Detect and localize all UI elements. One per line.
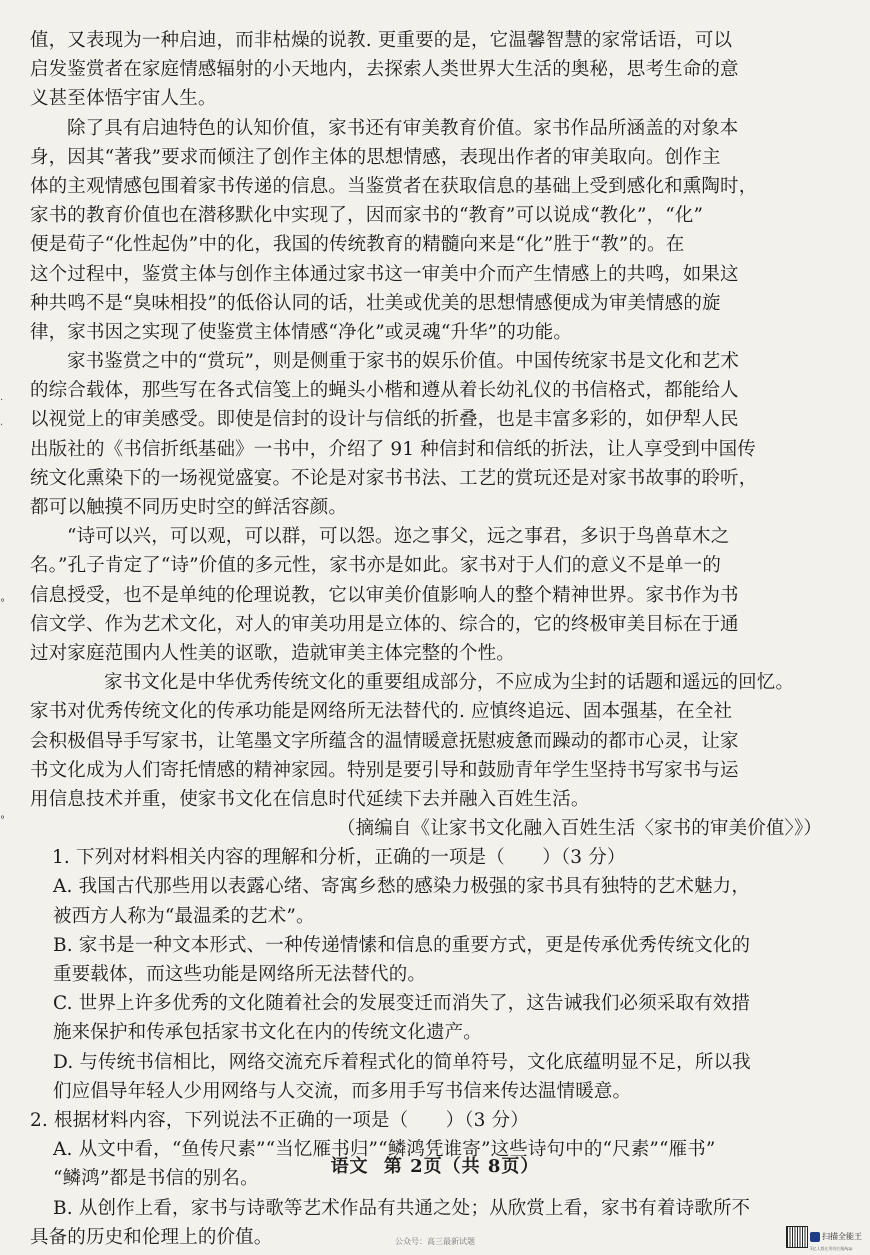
- scanner-badge: [810, 1226, 868, 1251]
- text-line: A. 从文中看，“鱼传尺素”“当忆雁书归”“鳞鸿凭谁寄”这些诗句中的“尺素”“雁书”: [53, 1139, 716, 1161]
- margin-tick: ·: [0, 420, 4, 431]
- text-line: 家书文化是中华优秀传统文化的重要组成部分，不应成为尘封的话题和遥远的回忆。: [104, 672, 795, 694]
- text-line: 会积极倡导手写家书，让笔墨文字所蕴含的温情暖意抚慰疲惫而躁动的都市心灵，让家: [30, 730, 739, 752]
- text-line: 家书鉴赏之中的“赏玩”，则是侧重于家书的娱乐价值。中国传统家书是文化和艺术: [67, 351, 739, 373]
- text-line: 施来保护和传承包括家书文化在内的传统文化遗产。: [53, 1022, 482, 1044]
- text-line: 义甚至体悟宇宙人生。: [30, 88, 217, 110]
- text-line: 以视觉上的审美感受。即使是信封的设计与信纸的折叠，也是丰富多彩的，如伊犁人民: [30, 409, 739, 431]
- text-line: 信息授受，也不是单纯的伦理说教，它以审美价值影响人的整个精神世界。家书作为书: [30, 584, 739, 606]
- text-line: D. 与传统书信相比，网络交流充斥着程式化的简单符号，文化底蕴明显不足，所以我: [53, 1051, 751, 1073]
- text-line: B. 家书是一种文本形式、一种传递情愫和信息的重要方式，更是传承优秀传统文化的: [53, 934, 751, 956]
- text-line: B. 从创作上看，家书与诗歌等艺术作品有共通之处；从欣赏上看，家书有着诗歌所不: [53, 1197, 751, 1219]
- text-line: 用信息技术并重，使家书文化在信息时代延续下去并融入百姓生活。: [30, 788, 590, 810]
- text-line: 名。”孔子肯定了“诗”价值的多元性，家书亦是如此。家书对于人们的意义不是单一的: [30, 555, 721, 577]
- text-line: 除了具有启迪特色的认知价值，家书还有审美教育价值。家书作品所涵盖的对象本: [67, 117, 739, 139]
- text-line: 出版社的《书信折纸基础》一书中，介绍了 91 种信封和信纸的折法，让人享受到中国传: [30, 438, 756, 460]
- text-line: 律，家书因之实现了使鉴赏主体情感“净化”或灵魂“升华”的功能。: [30, 321, 572, 343]
- scanner-name: 扫描全能王: [822, 1232, 862, 1241]
- text-line: 启发鉴赏者在家庭情感辐射的小天地内，去探索人类世界大生活的奥秘，思考生命的意: [30, 59, 739, 81]
- text-line: （摘编自《让家书文化融入百姓生活〈家书的审美价值〉》）: [336, 818, 822, 840]
- page-footer: [0, 1152, 870, 1178]
- qr-code-icon: [786, 1226, 808, 1248]
- article-body: [30, 26, 840, 1252]
- margin-tick: °: [0, 598, 5, 609]
- footer-page-number: 第 2页（共 8页）: [383, 1156, 540, 1177]
- text-line: “鳞鸿”都是书信的别名。: [53, 1168, 259, 1190]
- margin-tick: ·: [0, 395, 4, 406]
- text-line: 身，因其“著我”要求而倾注了创作主体的思想情感，表现出作者的审美取向。创作主: [30, 146, 721, 168]
- text-line: 家书的教育价值也在潜移默化中实现了，因而家书的“教育”可以说成“教化”，“化”: [30, 205, 704, 227]
- text-line: 便是荀子“化性起伪”中的化，我国的传统教育的精髓向来是“化”胜于“教”的。在: [30, 234, 685, 256]
- footer-subject: 语文: [330, 1156, 369, 1177]
- text-line: 1. 下列对材料相关内容的理解和分析，正确的一项是（ ）（3 分）: [52, 847, 626, 869]
- text-line: 过对家庭范围内人性美的讴歌，造就审美主体完整的个性。: [30, 642, 515, 664]
- scanner-sub: 3亿人都在用的扫描App: [810, 1246, 853, 1251]
- text-line: 值，又表现为一种启迪，而非枯燥的说教. 更重要的是，它温馨智慧的家常话语，可以: [30, 30, 733, 51]
- text-line: 具备的历史和伦理上的价值。: [30, 1226, 273, 1248]
- text-line: 都可以触摸不同历史时空的鲜活容颜。: [30, 497, 348, 518]
- text-line: 们应倡导年轻人少用网络与人交流，而多用手写书信来传达温情暖意。: [53, 1080, 632, 1102]
- text-line: C. 世界上许多优秀的文化随着社会的发展变迁而消失了，这告诫我们必须采取有效措: [53, 993, 751, 1015]
- text-line: 被西方人称为“最温柔的艺术”。: [53, 905, 315, 927]
- margin-tick: °: [0, 815, 5, 826]
- text-line: A. 我国古代那些用以表露心绪、寄寓乡愁的感染力极强的家书具有独特的艺术魅力，: [53, 876, 750, 898]
- scanner-logo-icon: [810, 1232, 820, 1242]
- text-line: 的综合载体，那些写在各式信笺上的蝇头小楷和遵从着长幼礼仪的书信格式，都能给人: [30, 380, 739, 402]
- text-line: “诗可以兴，可以观，可以群，可以怨。迩之事父，远之事君，多识于鸟兽草木之: [67, 526, 730, 548]
- text-line: 这个过程中，鉴赏主体与创作主体通过家书这一审美中介而产生情感上的共鸣，如果这: [30, 263, 739, 285]
- bottom-watermark: 公众号：高三最新试题: [395, 1237, 475, 1246]
- text-line: 统文化熏染下的一场视觉盛宴。不论是对家书书法、工艺的赏玩还是对家书故事的聆听，: [30, 467, 758, 489]
- text-line: 种共鸣不是“臭味相投”的低俗认同的话，壮美或优美的思想情感便成为审美情感的旋: [30, 292, 721, 314]
- text-line: 书文化成为人们寄托情感的精神家园。特别是要引导和鼓励青年学生坚持书写家书与运: [30, 759, 739, 781]
- text-line: 2. 根据材料内容，下列说法不正确的一项是（ ）（3 分）: [30, 1109, 529, 1131]
- text-line: 重要载体，而这些功能是网络所无法替代的。: [53, 964, 427, 985]
- text-line: 体的主观情感包围着家书传递的信息。当鉴赏者在获取信息的基础上受到感化和熏陶时，: [30, 175, 758, 197]
- text-line: 家书对优秀传统文化的传承功能是网络所无法替代的. 应慎终追远、固本强基，在全社: [30, 701, 733, 723]
- text-line: 信文学、作为艺术文化，对人的审美功用是立体的、综合的，它的终极审美目标在于通: [30, 613, 739, 635]
